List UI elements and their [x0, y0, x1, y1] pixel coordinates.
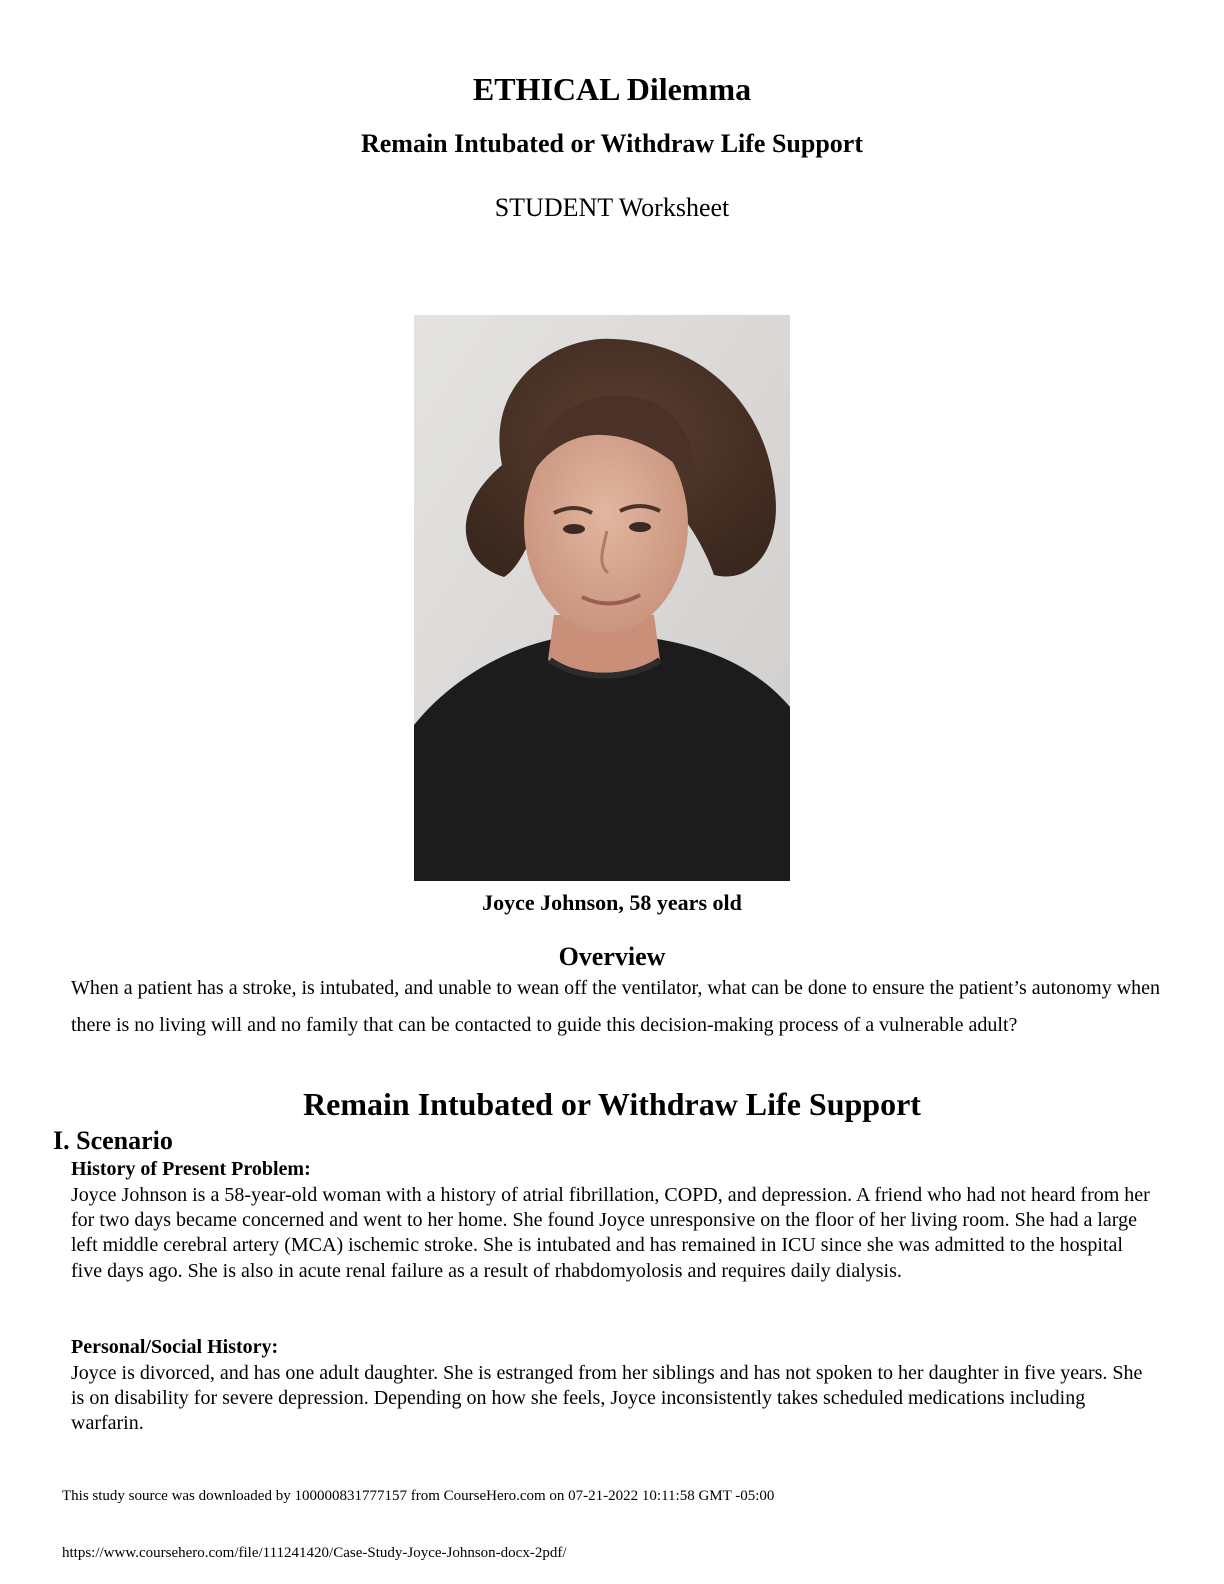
social-history-heading: Personal/Social History: — [71, 1336, 279, 1358]
worksheet-label: STUDENT Worksheet — [494, 193, 730, 222]
photo-caption: Joyce Johnson, 58 years old — [482, 890, 742, 915]
history-paragraph: Joyce Johnson is a 58-year-old woman with a history of atrial fibrillation, COPD, and depression. A friend who had not heard from her for two days became concerned and went to her home. She found Joyce unresponsive on the floor of her living room. She had a large left middle cerebral artery (MCA) ischemic stroke. She is intubated and has remained in ICU since she was admitted to the hospital five days ago. She is also in acute renal failure as a result of rhabdomyolosis and requires daily dialysis. — [71, 1184, 1150, 1282]
source-url[interactable]: https://www.coursehero.com/file/111241420/Case-Study-Joyce-Johnson-docx-2pdf/ — [62, 1545, 567, 1561]
scenario-heading: I. Scenario — [53, 1126, 173, 1155]
overview-paragraph: When a patient has a stroke, is intubated, and unable to wean off the ventilator, what can be done to ensure the patient’s autonomy when there is no living will and no family that can be contacted to guide this decision-making process of a vulnerable adult? — [71, 977, 1161, 1036]
overview-heading: Overview — [558, 942, 666, 971]
section-title: Remain Intubated or Withdraw Life Support — [303, 1086, 921, 1122]
social-history-paragraph: Joyce is divorced, and has one adult daughter. She is estranged from her siblings and has not spoken to her daughter in five years. She is on disability for severe depression. Depending on how she feels, Joyce inconsistently takes scheduled medications including warfarin. — [71, 1362, 1143, 1435]
document-title: ETHICAL Dilemma — [472, 71, 752, 107]
document-subtitle: Remain Intubated or Withdraw Life Support — [360, 129, 864, 158]
download-notice: This study source was downloaded by 100000831777157 from CourseHero.com on 07-21-2022 10:11:58 GMT -05:00 — [62, 1488, 775, 1504]
patient-photo — [414, 315, 790, 881]
history-heading: History of Present Problem: — [71, 1158, 311, 1180]
